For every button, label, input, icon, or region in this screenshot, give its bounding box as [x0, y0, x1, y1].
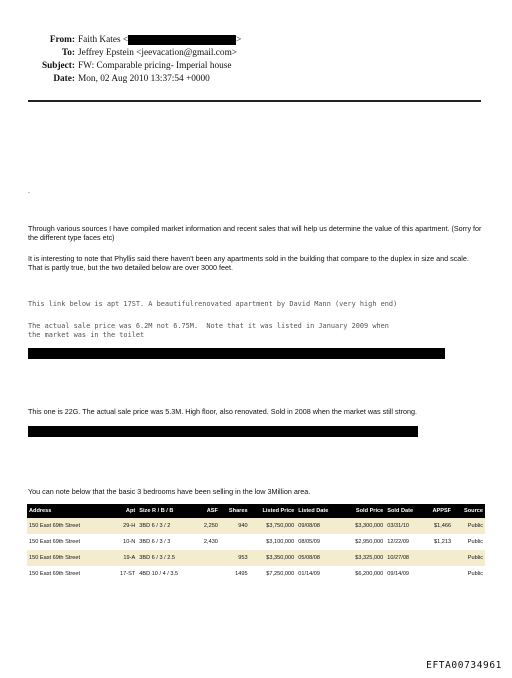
- table-cell: 953: [220, 550, 250, 566]
- col-header: Sold Date: [385, 504, 423, 518]
- header-divider: [28, 100, 481, 102]
- table-cell: 03/31/10: [385, 518, 423, 534]
- table-cell: [197, 566, 220, 582]
- subject-label: Subject:: [41, 61, 75, 71]
- from-value: Faith Kates <: [78, 35, 129, 45]
- redaction-box: [128, 35, 236, 45]
- table-cell: $3,100,000: [250, 534, 297, 550]
- table-header-row: [27, 504, 485, 518]
- redaction-bar: [28, 426, 418, 437]
- table-cell: 4BD 10 / 4 / 3.5: [137, 566, 196, 582]
- table-cell: 09/14/09: [385, 566, 423, 582]
- mono-line-1: This link below is apt 17ST. A beautifulrenovated apartment by David Mann (very high end): [28, 300, 398, 308]
- table-cell: 08/05/09: [296, 534, 341, 550]
- table-cell: 3BD 6 / 3 / 2.5: [137, 550, 196, 566]
- table-cell: Public: [453, 566, 485, 582]
- table-cell: [423, 566, 453, 582]
- table-cell: 3BD 6 / 3 / 2: [137, 518, 196, 534]
- to-value: Jeffrey Epstein <jeevacation@gmail.com>: [78, 48, 238, 58]
- table-cell: $3,300,000: [341, 518, 386, 534]
- date-line: [0, 73, 210, 85]
- table-cell: [423, 550, 453, 566]
- table-cell: 10-N: [110, 534, 138, 550]
- mono-line-2: The actual sale price was 6.2M not 6.75M. Note that it was listed in January 2009 when the market was in the toilet: [28, 322, 389, 339]
- table-cell: 150 East 69th Street: [27, 550, 110, 566]
- table-cell: $1,466: [423, 518, 453, 534]
- table-cell: $3,750,000: [250, 518, 297, 534]
- subject-value: FW: Comparable pricing- Imperial house: [78, 61, 232, 71]
- col-header: Shares: [220, 504, 250, 518]
- table-cell: $1,213: [423, 534, 453, 550]
- paragraph-1: Through various sources I have compiled market information and recent sales that will help us determine the value of this apartment. (Sorry for the different type faces etc): [28, 224, 482, 242]
- col-header: Source: [453, 504, 485, 518]
- paragraph-2: It is interesting to note that Phyllis said there haven't been any apartments sold in the building that compare to the duplex in size and scale. That is partly true, but the two detailed below are over 3000 feet.: [28, 254, 469, 272]
- table-cell: 3BD 6 / 3 / 3: [137, 534, 196, 550]
- table-cell: 2,250: [197, 518, 220, 534]
- subject-line: [0, 60, 232, 72]
- table-cell: 12/22/09: [385, 534, 423, 550]
- paragraph-3: This one is 22G. The actual sale price was 5.3M. High floor, also renovated. Sold in 2008 when the market was still strong.: [28, 407, 417, 416]
- table-cell: 150 East 69th Street: [27, 566, 110, 582]
- from-line: [0, 34, 241, 46]
- col-header: Sold Price: [341, 504, 386, 518]
- table-cell: Public: [453, 550, 485, 566]
- table-cell: 01/14/09: [296, 566, 341, 582]
- table-cell: Public: [453, 534, 485, 550]
- table-cell: 1495: [220, 566, 250, 582]
- table-cell: 150 East 69th Street: [27, 534, 110, 550]
- table-cell: 2,430: [197, 534, 220, 550]
- table-cell: 09/08/08: [296, 518, 341, 534]
- col-header: Apt: [110, 504, 138, 518]
- table-cell: [197, 550, 220, 566]
- table-row: [27, 566, 485, 582]
- table-cell: 150 East 69th Street: [27, 518, 110, 534]
- table-cell: 05/08/08: [296, 550, 341, 566]
- from-label: From:: [49, 35, 75, 45]
- date-label: Date:: [53, 74, 75, 84]
- document-id: EFTA00734961: [426, 660, 502, 671]
- col-header: Size R / B / B: [137, 504, 196, 518]
- table-cell: $6,200,000: [341, 566, 386, 582]
- to-line: [0, 47, 237, 59]
- table-cell: $2,950,000: [341, 534, 386, 550]
- paragraph-4: You can note below that the basic 3 bedrooms have been selling in the low 3Million area.: [28, 487, 311, 496]
- stray-dot: .: [28, 186, 30, 195]
- table-cell: 940: [220, 518, 250, 534]
- table-cell: 19-A: [110, 550, 138, 566]
- table-cell: 10/27/08: [385, 550, 423, 566]
- col-header: ASF: [197, 504, 220, 518]
- col-header: Address: [27, 504, 110, 518]
- table-row: [27, 534, 485, 550]
- redaction-bar: [28, 348, 445, 359]
- comparables-table: [27, 504, 485, 582]
- table-cell: Public: [453, 518, 485, 534]
- table-row: [27, 518, 485, 534]
- table-cell: [220, 534, 250, 550]
- table-row: [27, 550, 485, 566]
- from-suffix: >: [236, 35, 242, 45]
- to-label: To:: [61, 48, 75, 58]
- date-value: Mon, 02 Aug 2010 13:37:54 +0000: [78, 74, 210, 84]
- table-cell: $3,350,000: [250, 550, 297, 566]
- table-cell: $3,325,000: [341, 550, 386, 566]
- col-header: Listed Date: [296, 504, 341, 518]
- col-header: Listed Price: [250, 504, 297, 518]
- table-cell: $7,250,000: [250, 566, 297, 582]
- table-cell: 29-H: [110, 518, 138, 534]
- col-header: APPSF: [423, 504, 453, 518]
- table-cell: 17-ST: [110, 566, 138, 582]
